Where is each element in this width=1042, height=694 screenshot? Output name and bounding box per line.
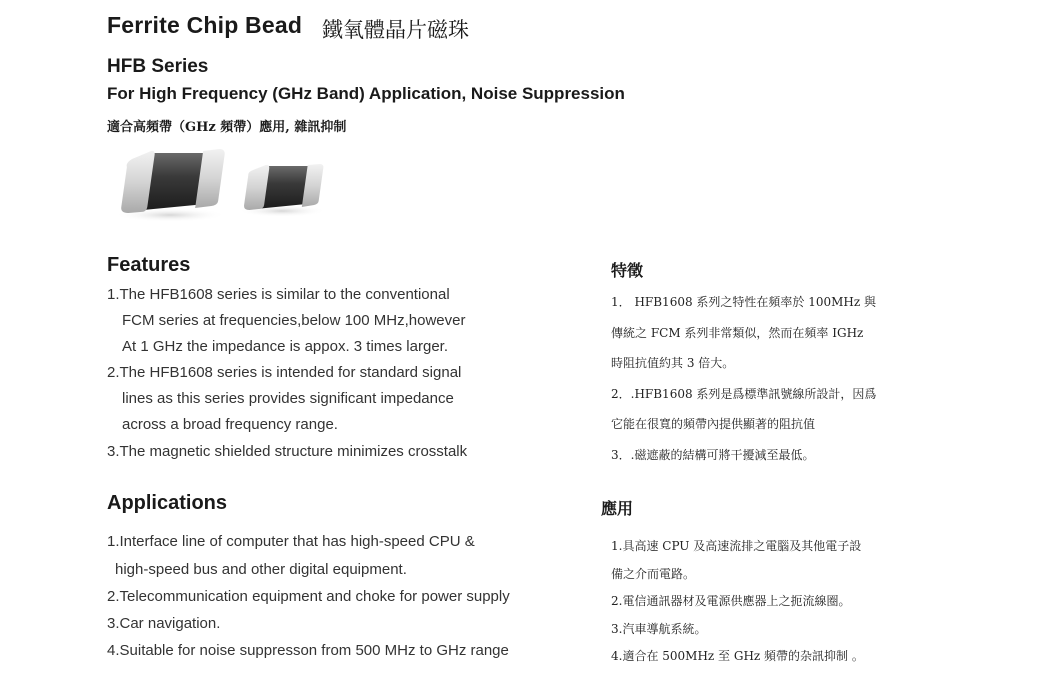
features-line-chinese: 3．.磁遮蔽的結構可將干擾減至最低。 xyxy=(611,448,815,462)
features-line-chinese: 1． HFB1608 系列之特性在頻率於 100MHz 與 xyxy=(611,295,877,309)
features-line: FCM series at frequencies,below 100 MHz,however xyxy=(122,312,466,329)
applications-line: 4.Suitable for noise suppresson from 500 MHz to GHz range xyxy=(107,642,509,659)
features-heading: Features xyxy=(107,254,191,276)
features-line: 3.The magnetic shielded structure minimizes crosstalk xyxy=(107,443,468,460)
features-line: 1.The HFB1608 series is similar to the conventional xyxy=(107,286,450,303)
subtitle: For High Frequency (GHz Band) Application, Noise Suppression xyxy=(107,84,625,103)
features-line: across a broad frequency range. xyxy=(122,416,338,433)
ferrite-chip-bead-image xyxy=(112,145,332,230)
applications-line: 3.Car navigation. xyxy=(107,615,221,632)
features-heading-chinese: 特徵 xyxy=(611,261,644,280)
applications-heading-chinese: 應用 xyxy=(601,499,634,518)
features-line: At 1 GHz the impedance is appox. 3 times larger. xyxy=(122,338,448,355)
features-line-chinese: 傳統之 FCM 系列非常類似，然而在頻率 IGHz xyxy=(611,326,864,340)
series-name: HFB Series xyxy=(107,56,209,77)
applications-line: 1.Interface line of computer that has high-speed CPU & xyxy=(107,533,475,550)
subtitle-chinese: 適合高頻帶（GHz 頻帶）應用, 雜訊抑制 xyxy=(107,120,347,135)
applications-line: high-speed bus and other digital equipment. xyxy=(115,561,407,578)
applications-line-chinese: 4.適合在 500MHz 至 GHz 頻帶的杂訊抑制 。 xyxy=(611,649,864,663)
features-line: 2.The HFB1608 series is intended for standard signal xyxy=(107,364,462,381)
features-line: lines as this series provides significant impedance xyxy=(122,390,454,407)
applications-heading: Applications xyxy=(107,492,228,514)
page-title-chinese: 鐵氧體晶片磁珠 xyxy=(322,18,469,42)
applications-line-chinese: 3.汽車導航系統。 xyxy=(611,622,707,636)
applications-line-chinese: 1.具高速 CPU 及高速流排之電腦及其他電子設 xyxy=(611,539,862,553)
applications-line-chinese: 2.電信通訊器材及電源供應器上之扼流線圈。 xyxy=(611,594,851,608)
applications-line: 2.Telecommunication equipment and choke for power supply xyxy=(107,588,510,605)
features-line-chinese: 2．.HFB1608 系列是爲標準訊號線所設計，因爲 xyxy=(611,387,877,401)
page-title: Ferrite Chip Bead xyxy=(107,12,303,38)
ferrite-chip-bead-product-icon xyxy=(112,145,332,225)
applications-line-chinese: 備之介而電路。 xyxy=(611,567,696,581)
features-line-chinese: 它能在很寬的頻帶內提供顯著的阻抗值 xyxy=(611,417,816,431)
features-line-chinese: 時阻抗值約其 3 倍大。 xyxy=(611,356,735,370)
